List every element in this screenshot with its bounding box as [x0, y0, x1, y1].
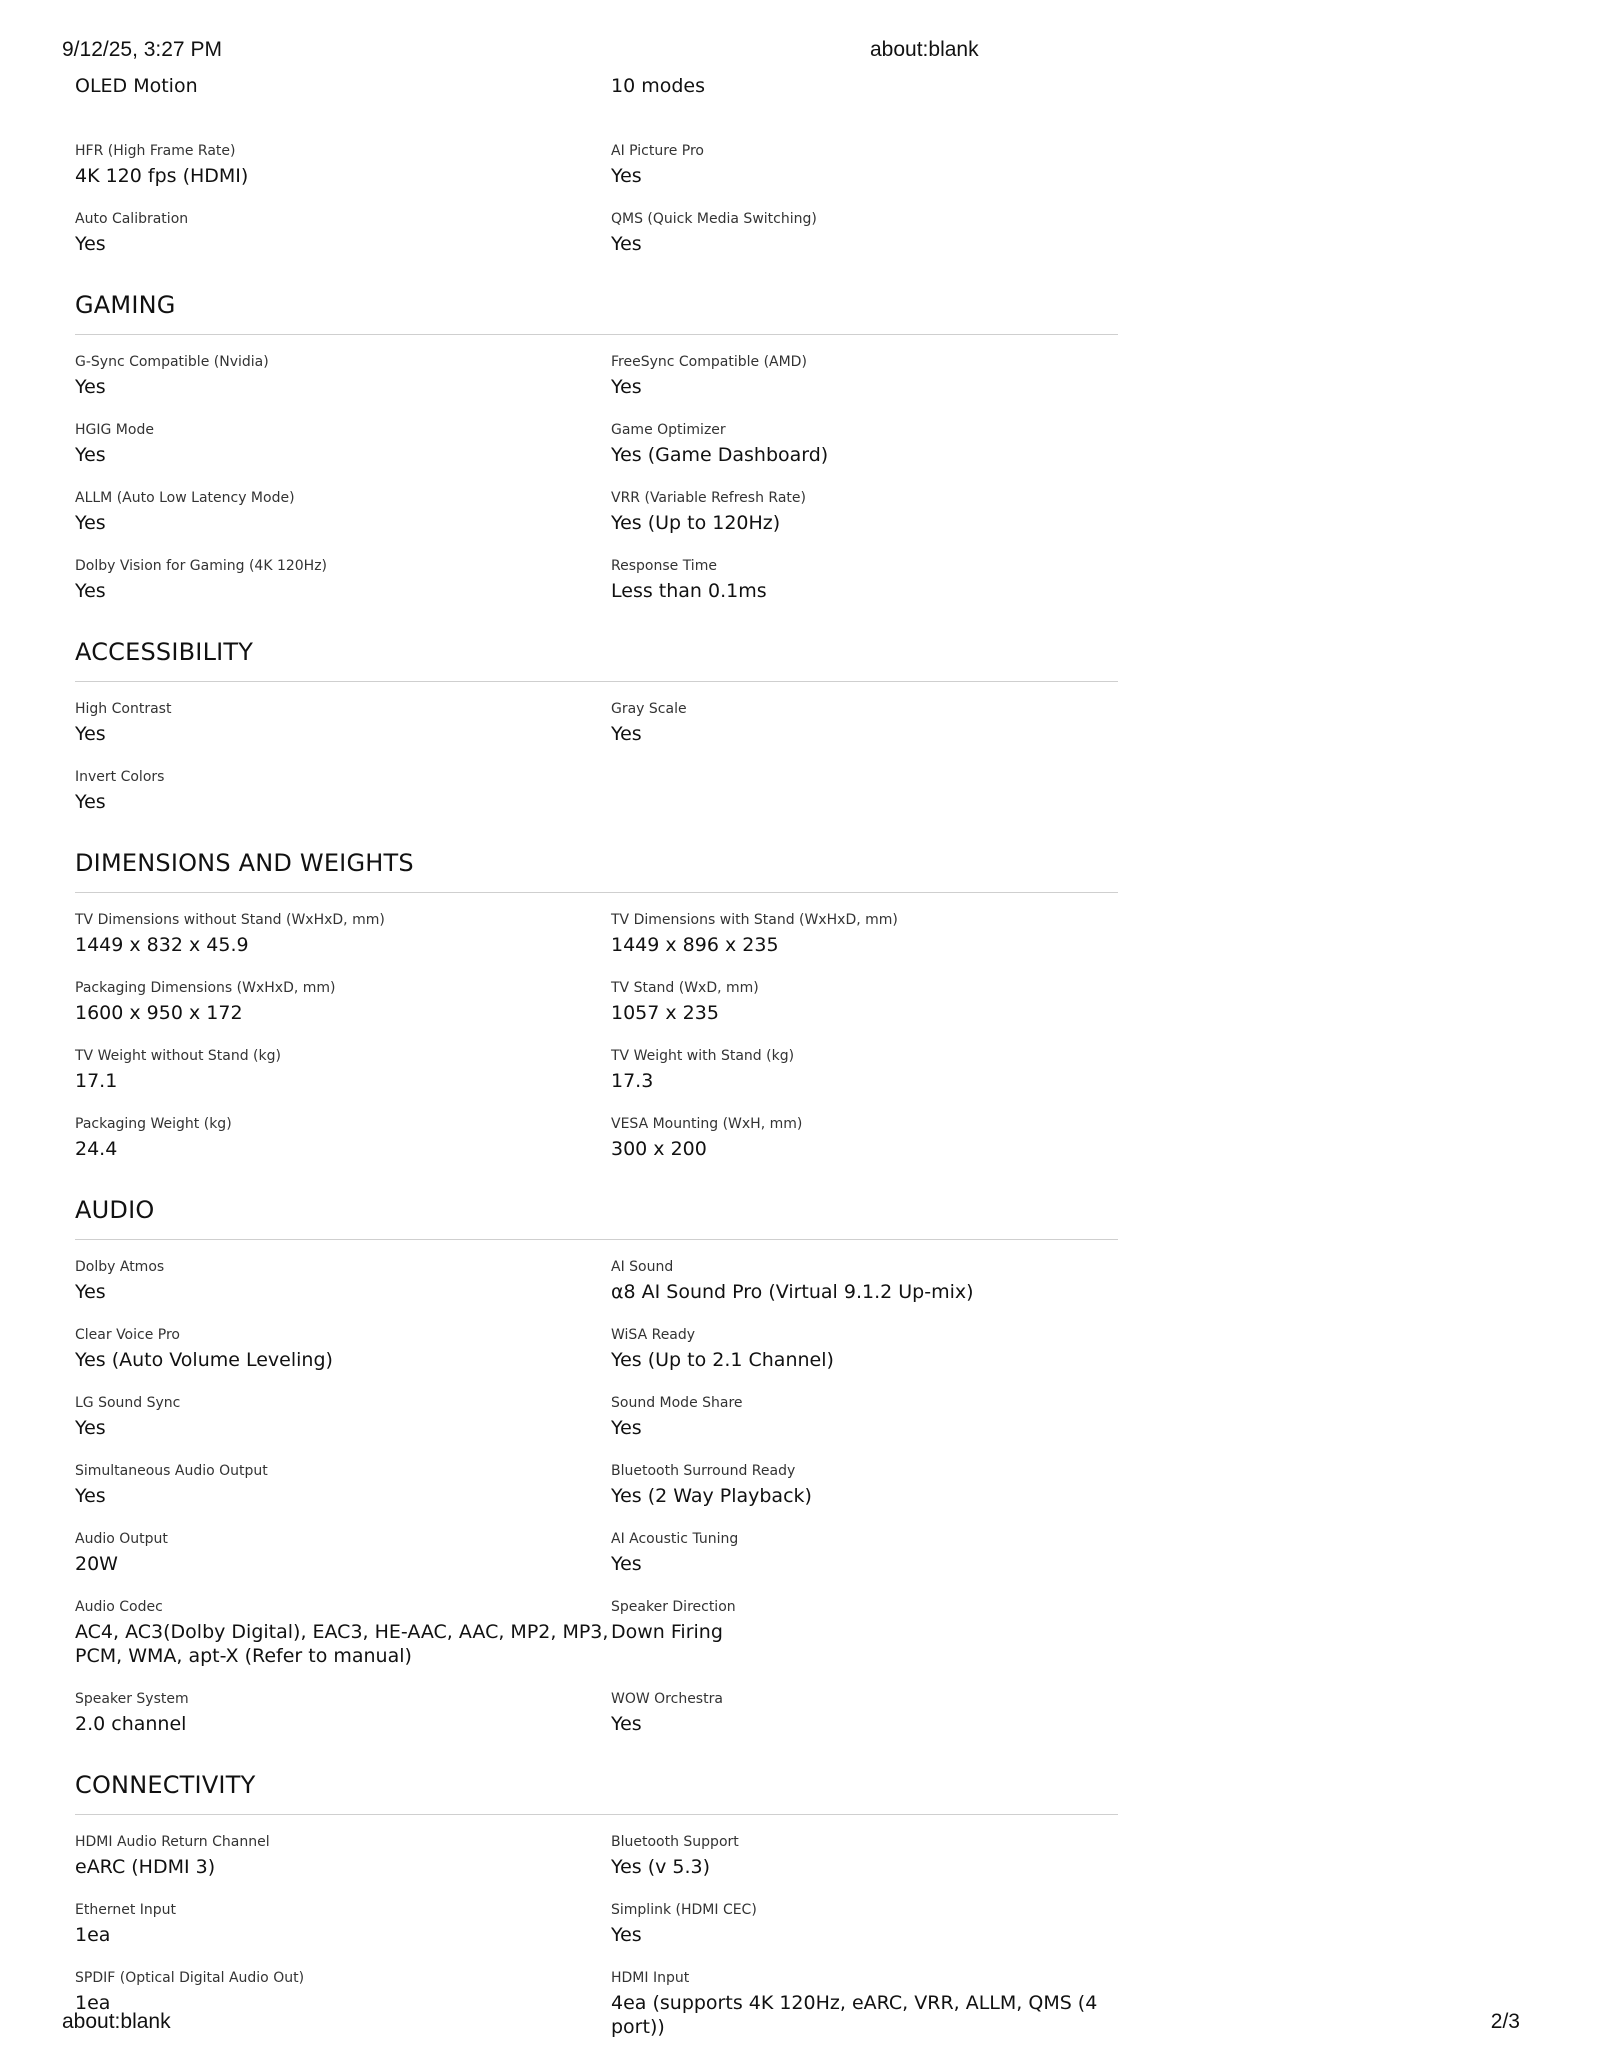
spec-item [75, 74, 611, 120]
spec-item [611, 1462, 1118, 1508]
spec-value: Yes [75, 512, 106, 534]
spec-value: α8 AI Sound Pro (Virtual 9.1.2 Up-mix) [611, 1281, 974, 1303]
spec-label: Game Optimizer [611, 422, 726, 438]
spec-label: Dolby Vision for Gaming (4K 120Hz) [75, 558, 328, 574]
spec-label: High Contrast [75, 701, 172, 717]
spec-label: TV Weight with Stand (kg) [611, 1048, 795, 1064]
spec-label: TV Dimensions with Stand (WxHxD, mm) [611, 912, 898, 928]
section-title: AUDIO [75, 1196, 155, 1224]
spec-item [611, 1901, 1118, 1947]
spec-label: SPDIF (Optical Digital Audio Out) [75, 1970, 305, 1986]
spec-item [611, 142, 1118, 188]
section-dimensions [75, 848, 1118, 1161]
spec-label: Clear Voice Pro [75, 1327, 180, 1343]
spec-grid [75, 700, 1118, 814]
spec-value: Less than 0.1ms [611, 580, 767, 602]
spec-item [75, 210, 611, 256]
section-title: CONNECTIVITY [75, 1771, 256, 1799]
spec-value: Yes [611, 376, 642, 398]
spec-value: Yes [75, 1281, 106, 1303]
spec-item [75, 142, 611, 188]
spec-value: 1ea [75, 1992, 111, 2014]
spec-content [75, 74, 1118, 2039]
spec-value: Yes [75, 233, 106, 255]
spec-item [75, 1530, 611, 1576]
spec-item [75, 1326, 611, 1372]
spec-item [611, 557, 1118, 603]
section-title: GAMING [75, 291, 176, 319]
print-header [62, 38, 1538, 68]
spec-item [75, 1833, 611, 1879]
spec-label: Ethernet Input [75, 1902, 177, 1918]
spec-label: G-Sync Compatible (Nvidia) [75, 354, 269, 370]
section-accessibility [75, 637, 1118, 814]
spec-value: eARC (HDMI 3) [75, 1856, 216, 1878]
spec-value: 4ea (supports 4K 120Hz, eARC, VRR, ALLM, QMS (4 port)) [611, 1992, 1098, 2038]
spec-label: Gray Scale [611, 701, 687, 717]
section-divider [75, 1814, 1118, 1815]
spec-grid [75, 911, 1118, 1161]
spec-item [611, 1326, 1118, 1372]
spec-value: 20W [75, 1553, 118, 1575]
spec-value: 10 modes [611, 75, 705, 97]
spec-label: Invert Colors [75, 769, 165, 785]
section-divider [75, 334, 1118, 335]
spec-item [75, 421, 611, 467]
spec-value: Yes [611, 723, 642, 745]
spec-item [611, 74, 1118, 120]
spec-label: HGIG Mode [75, 422, 154, 438]
section-title: DIMENSIONS AND WEIGHTS [75, 849, 414, 877]
spec-label: Speaker Direction [611, 1599, 736, 1615]
spec-label: WiSA Ready [611, 1327, 696, 1343]
spec-label: VRR (Variable Refresh Rate) [611, 490, 806, 506]
spec-item [611, 1833, 1118, 1879]
spec-label: Sound Mode Share [611, 1395, 743, 1411]
spec-item [611, 1258, 1118, 1304]
spec-label: Auto Calibration [75, 211, 189, 227]
spec-value: OLED Motion [75, 75, 198, 97]
spec-item [75, 1394, 611, 1440]
spec-item [75, 557, 611, 603]
spec-value: 1449 x 832 x 45.9 [75, 934, 249, 956]
spec-item [611, 1598, 1118, 1668]
spec-value: 1057 x 235 [611, 1002, 719, 1024]
section-gaming [75, 290, 1118, 603]
spec-label: Response Time [611, 558, 717, 574]
spec-value: Down Firing [611, 1621, 723, 1643]
spec-value: Yes [75, 723, 106, 745]
spec-value: Yes [611, 1417, 642, 1439]
spec-label: Dolby Atmos [75, 1259, 165, 1275]
spec-item [75, 1047, 611, 1093]
spec-label: AI Sound [611, 1259, 674, 1275]
spec-item [611, 700, 1118, 746]
spec-item [611, 1115, 1118, 1161]
spec-item [75, 1115, 611, 1161]
spec-value: Yes [75, 1417, 106, 1439]
spec-value: Yes (v 5.3) [611, 1856, 711, 1878]
spec-label: AI Acoustic Tuning [611, 1531, 739, 1547]
spec-label: Speaker System [75, 1691, 189, 1707]
spec-label: WOW Orchestra [611, 1691, 723, 1707]
spec-label: TV Stand (WxD, mm) [611, 980, 759, 996]
spec-label: LG Sound Sync [75, 1395, 181, 1411]
spec-item [75, 1598, 611, 1668]
spec-item [611, 421, 1118, 467]
spec-value: 24.4 [75, 1138, 118, 1160]
spec-value: 300 x 200 [611, 1138, 707, 1160]
spec-value: Yes (2 Way Playback) [611, 1485, 812, 1507]
spec-label: ALLM (Auto Low Latency Mode) [75, 490, 295, 506]
spec-value: Yes (Auto Volume Leveling) [75, 1349, 333, 1371]
spec-value: 17.1 [75, 1070, 118, 1092]
section-connectivity [75, 1770, 1118, 2039]
spec-item [611, 1047, 1118, 1093]
spec-label: Audio Output [75, 1531, 168, 1547]
spec-value: Yes (Up to 2.1 Channel) [611, 1349, 834, 1371]
spec-label: HDMI Input [611, 1970, 690, 1986]
spec-item [75, 979, 611, 1025]
spec-item [611, 1394, 1118, 1440]
page-number: 2/3 [1490, 2010, 1520, 2033]
section-audio [75, 1195, 1118, 1736]
spec-label: Simplink (HDMI CEC) [611, 1902, 757, 1918]
spec-item [75, 1901, 611, 1947]
spec-value: Yes [611, 1553, 642, 1575]
spec-value: Yes [75, 791, 106, 813]
spec-item [611, 489, 1118, 535]
spec-item [75, 700, 611, 746]
spec-value: 1600 x 950 x 172 [75, 1002, 243, 1024]
spec-value: Yes [75, 580, 106, 602]
section-divider [75, 1239, 1118, 1240]
section-picture-continued [75, 74, 1118, 256]
spec-label: Packaging Dimensions (WxHxD, mm) [75, 980, 336, 996]
spec-value: Yes (Game Dashboard) [611, 444, 829, 466]
spec-value: Yes [611, 165, 642, 187]
spec-item [611, 911, 1118, 957]
spec-item [75, 489, 611, 535]
print-url: about:blank [870, 38, 979, 61]
spec-item [75, 911, 611, 957]
spec-label: HFR (High Frame Rate) [75, 143, 236, 159]
spec-item [611, 1690, 1118, 1736]
spec-label: HDMI Audio Return Channel [75, 1834, 270, 1850]
spec-value: 2.0 channel [75, 1713, 187, 1735]
spec-item [611, 1530, 1118, 1576]
section-divider [75, 892, 1118, 893]
spec-label: Bluetooth Support [611, 1834, 739, 1850]
spec-value: Yes [75, 444, 106, 466]
spec-value: AC4, AC3(Dolby Digital), EAC3, HE-AAC, AAC, MP2, MP3, PCM, WMA, apt-X (Refer to manual) [75, 1621, 609, 1667]
spec-item [75, 1690, 611, 1736]
print-footer [62, 2010, 1538, 2040]
spec-item [75, 353, 611, 399]
spec-value: Yes [611, 233, 642, 255]
spec-item [75, 768, 611, 814]
section-divider [75, 681, 1118, 682]
spec-value: Yes [75, 1485, 106, 1507]
spec-grid [75, 1258, 1118, 1736]
spec-value: 1ea [75, 1924, 111, 1946]
spec-label: TV Weight without Stand (kg) [75, 1048, 281, 1064]
spec-item [75, 1258, 611, 1304]
spec-label: Simultaneous Audio Output [75, 1463, 268, 1479]
spec-value: 1449 x 896 x 235 [611, 934, 779, 956]
spec-item [611, 210, 1118, 256]
footer-url: about:blank [62, 2010, 171, 2033]
spec-value: Yes [75, 376, 106, 398]
spec-label: FreeSync Compatible (AMD) [611, 354, 807, 370]
spec-value: Yes [611, 1924, 642, 1946]
spec-item [611, 979, 1118, 1025]
print-date: 9/12/25, 3:27 PM [62, 38, 222, 61]
spec-value: Yes (Up to 120Hz) [611, 512, 781, 534]
spec-grid [75, 1833, 1118, 2039]
spec-label: Audio Codec [75, 1599, 163, 1615]
spec-label: Packaging Weight (kg) [75, 1116, 232, 1132]
spec-label: TV Dimensions without Stand (WxHxD, mm) [75, 912, 385, 928]
section-title: ACCESSIBILITY [75, 638, 254, 666]
spec-value: Yes [611, 1713, 642, 1735]
spec-label: QMS (Quick Media Switching) [611, 211, 817, 227]
spec-label: VESA Mounting (WxH, mm) [611, 1116, 803, 1132]
spec-label: AI Picture Pro [611, 143, 704, 159]
spec-value: 17.3 [611, 1070, 654, 1092]
spec-value: 4K 120 fps (HDMI) [75, 165, 249, 187]
spec-label: Bluetooth Surround Ready [611, 1463, 796, 1479]
spec-item [611, 353, 1118, 399]
spec-item [75, 1462, 611, 1508]
spec-grid [75, 353, 1118, 603]
